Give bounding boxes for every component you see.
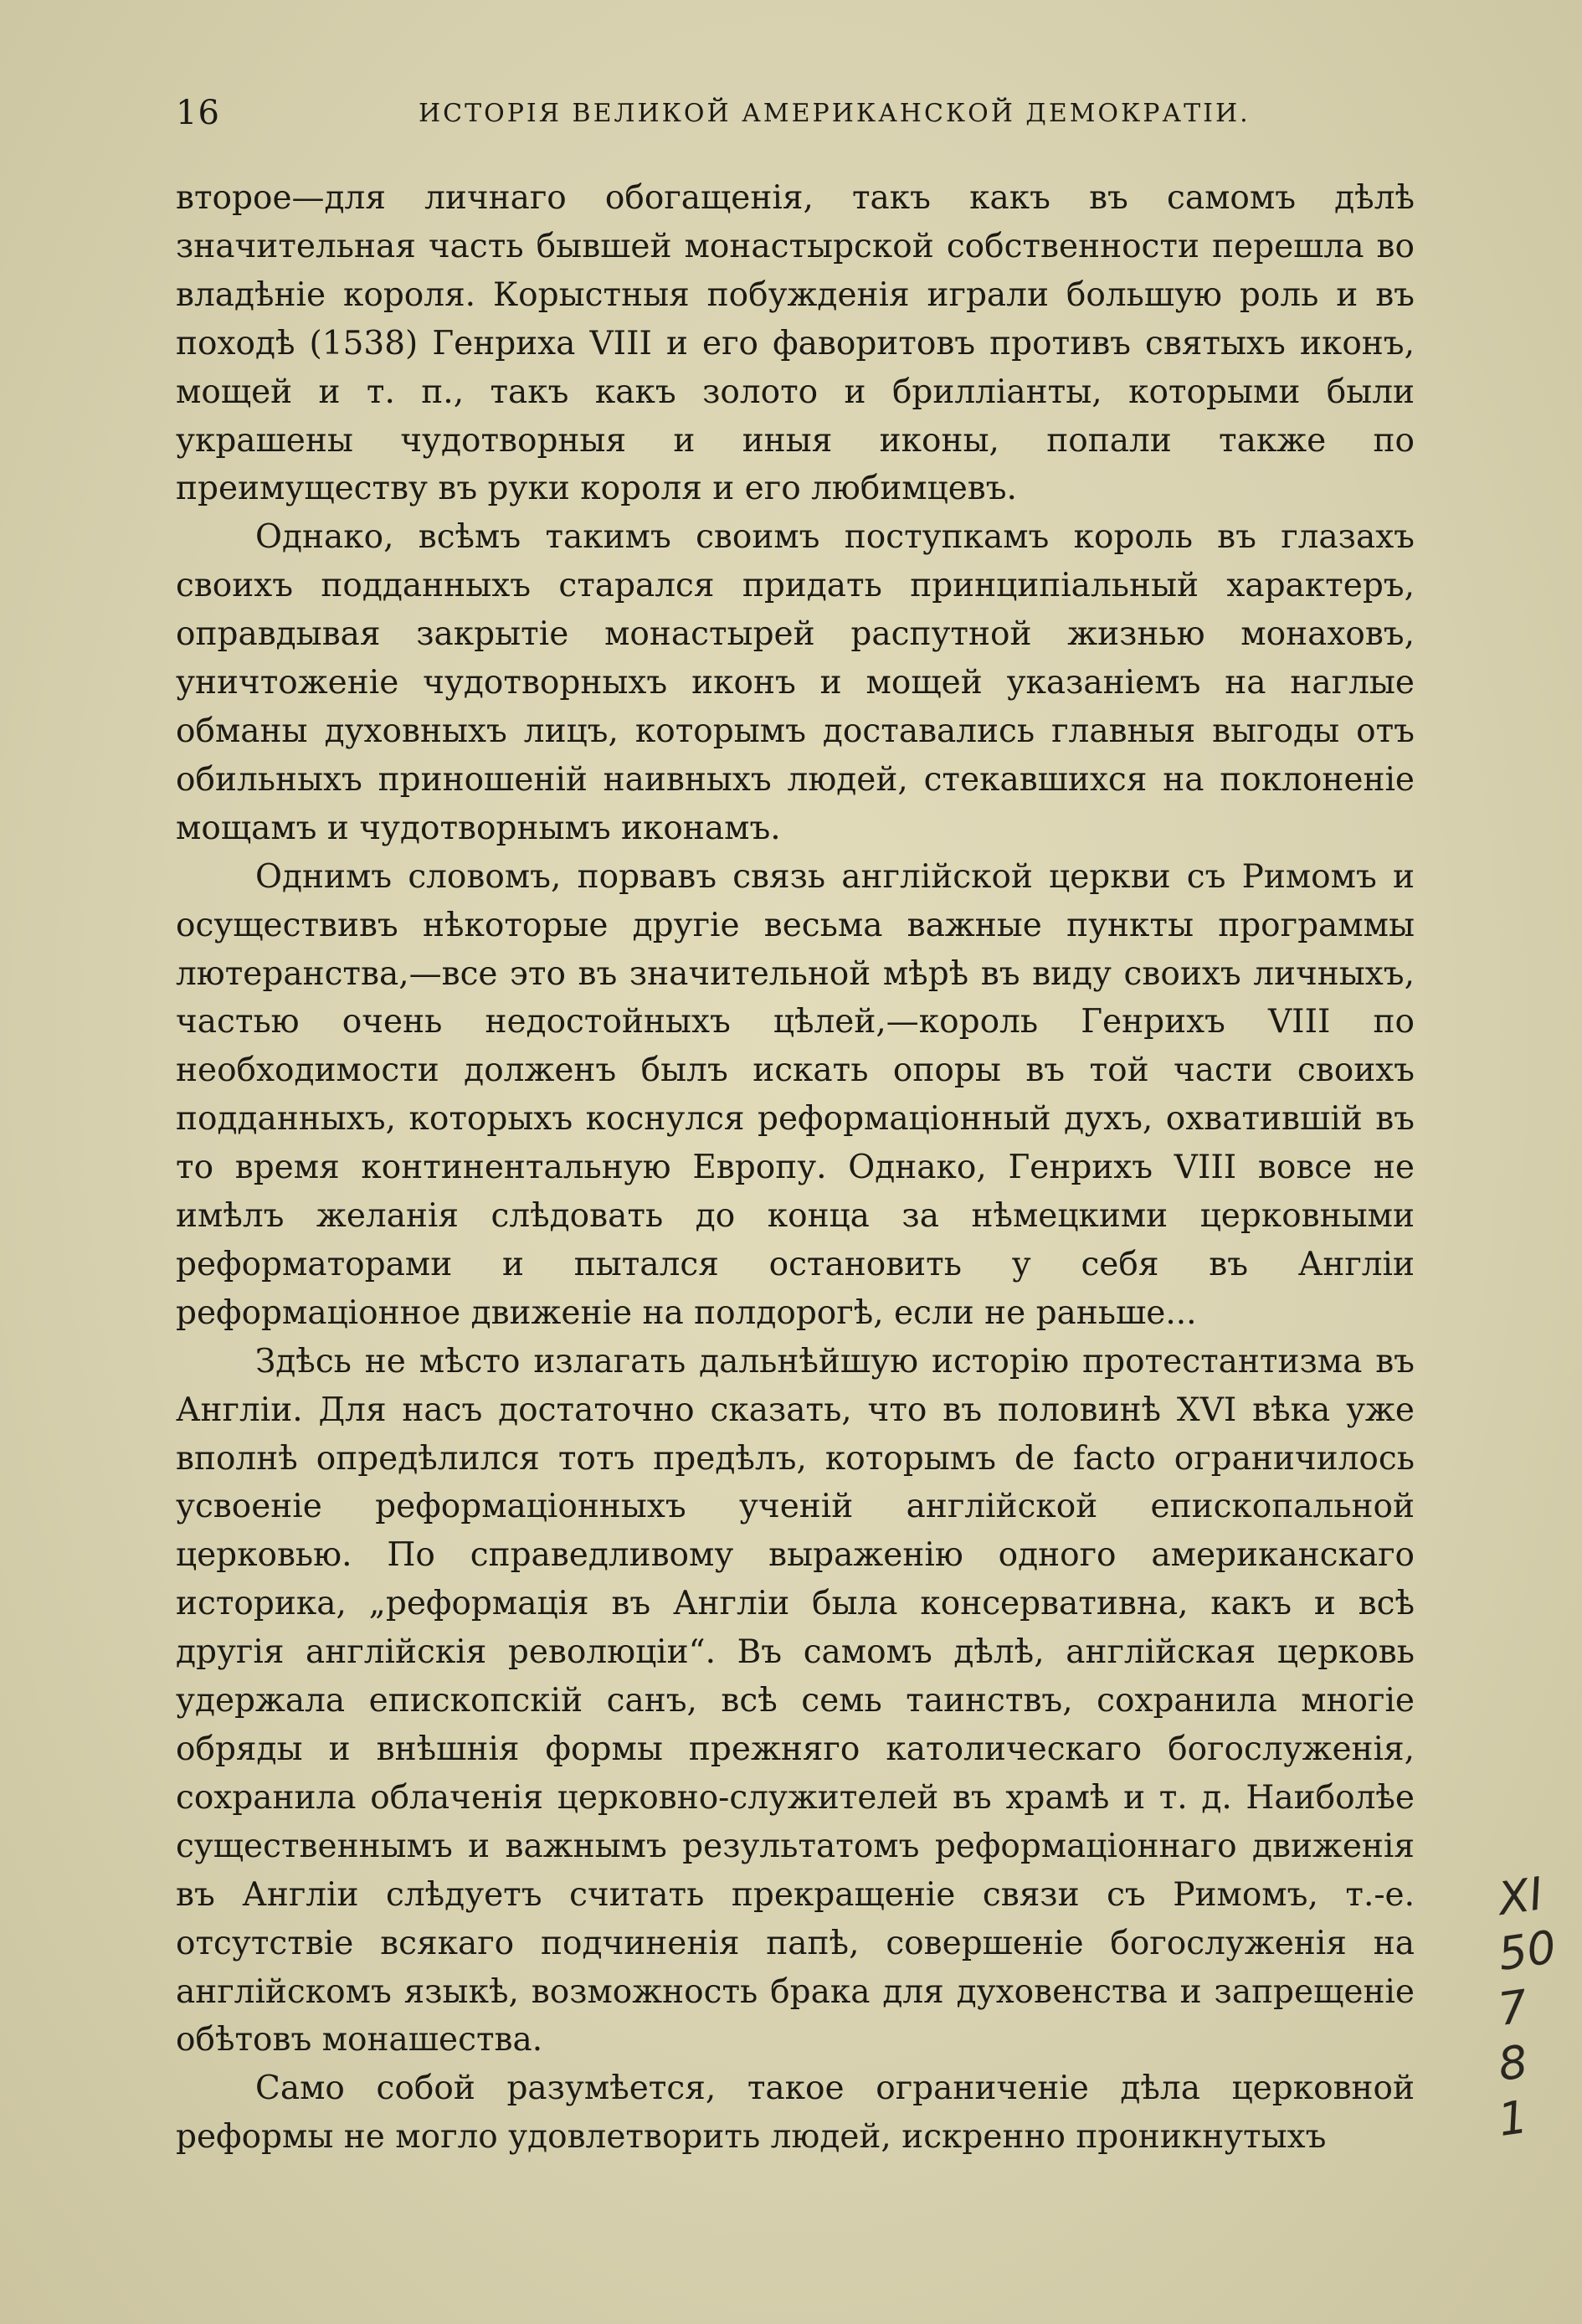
- paragraph: Однако, всѣмъ такимъ своимъ поступкамъ король въ глазахъ своихъ подданныхъ старался придать принципіальный характеръ, оправдывая закрытіе монастырей распутной жизнью монаховъ, уничтоженіе чудотворныхъ иконъ и мощей указаніемъ на наглые обманы духовныхъ лицъ, которымъ доставались главныя выгоды отъ обильныхъ приношеній наивныхъ людей, стекавшихся на поклоненіе мощамъ и чудотворнымъ иконамъ.: [176, 518, 1415, 847]
- paragraph: второе—для личнаго обогащенія, такъ какъ въ самомъ дѣлѣ значительная часть бывшей монастырской собственности перешла во владѣніе короля. Корыстныя побужденія играли большую роль и въ походѣ (1538) Генриха VIII и его фаворитовъ противъ святыхъ иконъ, мощей и т. п., такъ какъ золото и брилліанты, которыми были украшены чудотворныя и иныя иконы, попали также по преимуществу въ руки короля и его любимцевъ.: [176, 179, 1415, 508]
- body-text: [176, 174, 1415, 2162]
- page-header: [176, 94, 1415, 144]
- marginalia-line: 8: [1494, 2034, 1531, 2091]
- marginalia-line: XI: [1494, 1867, 1547, 1926]
- paragraph: Однимъ словомъ, порвавъ связь англійской церкви съ Римомъ и осуществивъ нѣкоторые другіе весьма важные пункты программы лютеранства,—все это въ значительной мѣрѣ въ виду своихъ личныхъ, частью очень недостойныхъ цѣлей,—король Генрихъ VIII по необходимости долженъ былъ искать опоры въ той части своихъ подданныхъ, которыхъ коснулся реформаціонный духъ, охватившій въ то время континентальную Европу. Однако, Генрихъ VIII вовсе не имѣлъ желанія слѣдовать до конца за нѣмецкими церковными реформаторами и пытался остановить у себя въ Англіи реформаціонное движеніе на полдорогѣ, если не раньше...: [176, 857, 1415, 1332]
- paragraph: Само собой разумѣется, такое ограниченіе дѣла церковной реформы не могло удовлетворить людей, искренно проникнутыхъ: [176, 2069, 1415, 2157]
- marginalia-line: 1: [1494, 2090, 1531, 2147]
- handwritten-marginalia: [1494, 1867, 1574, 2147]
- marginalia-line: 7: [1494, 1979, 1531, 2036]
- page-number: 16: [176, 94, 220, 132]
- running-head: ИСТОРІЯ ВЕЛИКОЙ АМЕРИКАНСКОЙ ДЕМОКРАТІИ.: [419, 99, 1251, 128]
- marginalia-line: 50: [1494, 1920, 1559, 1981]
- paragraph: Здѣсь не мѣсто излагать дальнѣйшую исторію протестантизма въ Англіи. Для насъ достаточно сказать, что въ половинѣ XVI вѣка уже вполнѣ опредѣлился тотъ предѣлъ, которымъ de facto ограничилось усвоеніе реформаціонныхъ ученій англійской епископальной церковью. По справедливому выраженію одного американскаго историка, „реформація въ Англіи была консервативна, какъ и всѣ другія англійскія революціи“. Въ самомъ дѣлѣ, англійская церковь удержала епископскій санъ, всѣ семь таинствъ, сохранила многіе обряды и внѣшнія формы прежняго католическаго богослуженія, сохранила облаченія церковно-служителей въ храмѣ и т. д. Наиболѣе существеннымъ и важнымъ результатомъ реформаціоннаго движенія въ Англіи слѣдуетъ считать прекращеніе связи съ Римомъ, т.-е. отсутствіе всякаго подчиненія папѣ, совершеніе богослуженія на англійскомъ языкѣ, возможность брака для духовенства и запрещеніе обѣтовъ монашества.: [176, 1342, 1415, 2059]
